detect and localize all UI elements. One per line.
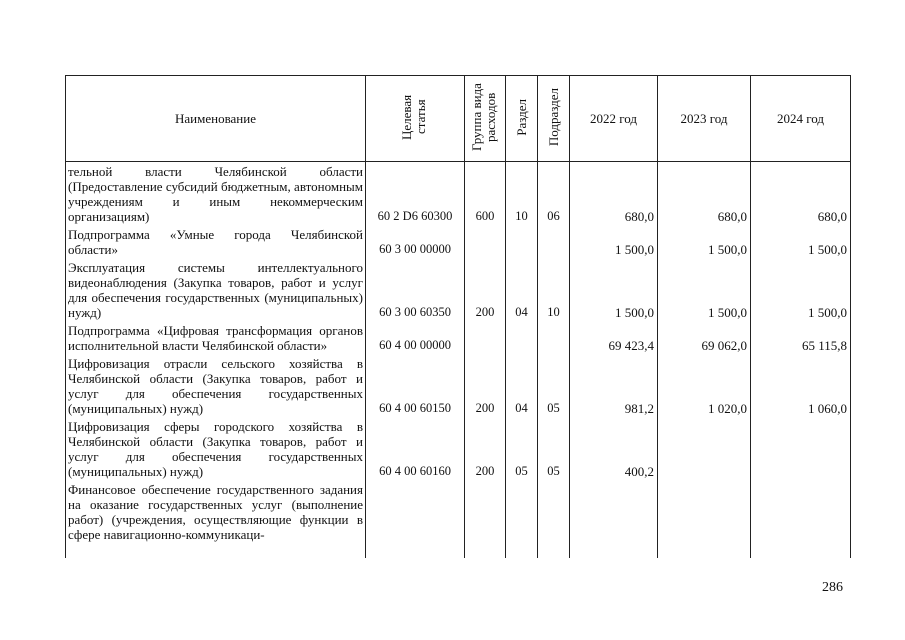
header-subsection: Подраздел	[538, 76, 570, 162]
row-target: 60 2 D6 60300	[366, 162, 465, 226]
row-2023: 1 500,0	[658, 225, 751, 258]
row-subsection	[538, 480, 570, 558]
row-group: 200	[465, 258, 506, 321]
table-body	[66, 162, 851, 559]
header-target-article: Целевая статья	[366, 76, 465, 162]
table-row	[66, 225, 851, 258]
row-target: 60 3 00 00000	[366, 225, 465, 258]
row-section: 04	[506, 258, 538, 321]
table-row	[66, 480, 851, 558]
row-subsection: 10	[538, 258, 570, 321]
row-target: 60 4 00 00000	[366, 321, 465, 354]
row-name: Подпрограмма «Цифровая трансформация органов исполнительной власти Челябинской области»	[66, 321, 366, 354]
row-2022: 680,0	[570, 162, 658, 226]
row-subsection	[538, 225, 570, 258]
page-number: 286	[822, 580, 843, 595]
row-section	[506, 321, 538, 354]
row-2024	[751, 417, 851, 480]
row-2023: 1 500,0	[658, 258, 751, 321]
header-year-2024: 2024 год	[751, 76, 851, 162]
row-name: Цифровизация сферы городского хозяйства в Челябинской области (Закупка товаров, работ и услуг для обеспечения государственных (муниципальных) нужд)	[66, 417, 366, 480]
row-section: 10	[506, 162, 538, 226]
row-2023: 680,0	[658, 162, 751, 226]
row-section: 04	[506, 354, 538, 417]
row-group: 600	[465, 162, 506, 226]
row-subsection: 05	[538, 354, 570, 417]
row-2022: 1 500,0	[570, 225, 658, 258]
row-section: 05	[506, 417, 538, 480]
row-2024: 1 500,0	[751, 225, 851, 258]
row-2024: 65 115,8	[751, 321, 851, 354]
budget-table-container	[65, 75, 850, 558]
row-target: 60 4 00 60160	[366, 417, 465, 480]
header-expense-group: Группа вида расходов	[465, 76, 506, 162]
row-section	[506, 225, 538, 258]
row-2022: 1 500,0	[570, 258, 658, 321]
row-group	[465, 225, 506, 258]
row-group: 200	[465, 417, 506, 480]
row-2024: 680,0	[751, 162, 851, 226]
header-section: Раздел	[506, 76, 538, 162]
row-subsection	[538, 321, 570, 354]
header-year-2023: 2023 год	[658, 76, 751, 162]
header-year-2022: 2022 год	[570, 76, 658, 162]
row-target: 60 3 00 60350	[366, 258, 465, 321]
row-2022: 981,2	[570, 354, 658, 417]
table-row	[66, 162, 851, 226]
row-2024: 1 500,0	[751, 258, 851, 321]
table-row	[66, 354, 851, 417]
budget-table	[65, 75, 851, 558]
header-name: Наименование	[66, 76, 366, 162]
row-subsection: 05	[538, 417, 570, 480]
row-2023: 69 062,0	[658, 321, 751, 354]
row-2022: 69 423,4	[570, 321, 658, 354]
row-2023: 1 020,0	[658, 354, 751, 417]
row-name: тельной власти Челябинской области (Предоставление субсидий бюджетным, автономным учреждениям и иным некоммерческим организациям)	[66, 162, 366, 226]
row-2024	[751, 480, 851, 558]
row-2022: 400,2	[570, 417, 658, 480]
row-name: Финансовое обеспечение государственного задания на оказание государственных услуг (выполнение работ) (учреждения, осуществляющие функции в сфере навигационно-коммуникаци-	[66, 480, 366, 558]
row-subsection: 06	[538, 162, 570, 226]
row-name: Эксплуатация системы интеллектуального видеонаблюдения (Закупка товаров, работ и услуг для обеспечения государственных (муниципальных) нужд)	[66, 258, 366, 321]
row-2024: 1 060,0	[751, 354, 851, 417]
row-group	[465, 480, 506, 558]
row-target: 60 4 00 60150	[366, 354, 465, 417]
row-2023	[658, 480, 751, 558]
table-header	[66, 76, 851, 162]
row-target	[366, 480, 465, 558]
table-row	[66, 417, 851, 480]
row-section	[506, 480, 538, 558]
row-group	[465, 321, 506, 354]
row-name: Подпрограмма «Умные города Челябинской области»	[66, 225, 366, 258]
row-2023	[658, 417, 751, 480]
row-name: Цифровизация отрасли сельского хозяйства в Челябинской области (Закупка товаров, работ и услуг для обеспечения государственных (муниципальных) нужд)	[66, 354, 366, 417]
table-row	[66, 321, 851, 354]
row-group: 200	[465, 354, 506, 417]
row-2022	[570, 480, 658, 558]
table-row	[66, 258, 851, 321]
